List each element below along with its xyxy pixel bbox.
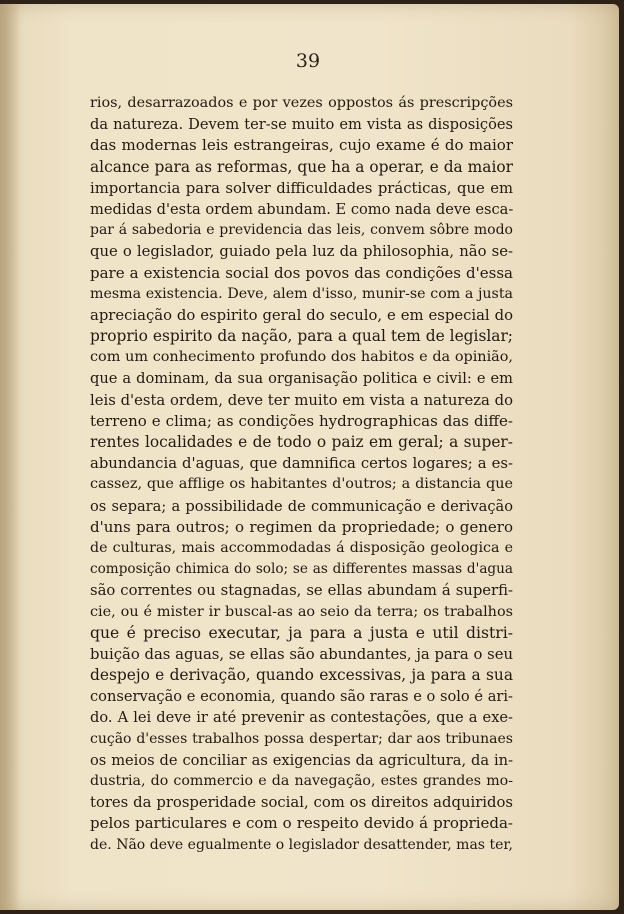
text-line: dustria, do commercio e da navegação, estes grandes mo- [90, 773, 513, 789]
text-line: medidas d'esta ordem abundam. E como nada deve esca- [90, 200, 514, 218]
text-line: conservação e economia, quando são raras e o solo é ari- [90, 688, 513, 706]
text-line: abundancia d'aguas, que damnifica certos logares; a es- [90, 455, 513, 473]
text-line: despejo e derivação, quando excessivas, ja para a sua [90, 666, 513, 685]
text-line: cassez, que afflige os habitantes d'outros; a distancia que [90, 476, 513, 493]
text-line: que a dominam, da sua organisação politica e civil: e em [90, 370, 513, 388]
text-line: cie, ou é mister ir buscal-as ao seio da terra; os trabalhos [90, 603, 513, 620]
text-line: são correntes ou stagnadas, se ellas abundam á superfi- [90, 582, 513, 600]
text-line: d'uns para outros; o regimen da propriedade; o genero [90, 517, 513, 536]
text-line: pare a existencia social dos povos das condições d'essa [90, 263, 513, 282]
text-line: rentes localidades e de todo o paiz em geral; a super- [90, 433, 513, 451]
text-line: pelos particulares e com o respeito devido á proprieda- [90, 814, 513, 833]
text-line: rios, desarrazoados e por vezes oppostos ás prescripções [90, 95, 513, 111]
text-line: que o legislador, guiado pela luz da philosophia, não se- [90, 243, 513, 261]
text-line: proprio espirito da nação, para a qual tem de legislar; [90, 327, 513, 346]
text-line: buição das aguas, se ellas são abundantes, ja para o seu [90, 645, 513, 663]
text-line: do. A lei deve ir até prevenir as contestações, que a exe- [90, 709, 513, 727]
text-line: de. Não deve egualmente o legislador desattender, mas ter, [90, 836, 513, 853]
text-line: com um conhecimento profundo dos habitos e da opinião, [90, 349, 513, 366]
text-line: da natureza. Devem ter-se muito em vista as disposições [90, 116, 513, 134]
page-gutter-shadow [0, 4, 20, 910]
text-line: os separa; a possibilidade de communicação e derivação [90, 497, 513, 515]
text-line: terreno e clima; as condições hydrographicas das diffe- [90, 411, 513, 430]
body-text [90, 93, 513, 856]
text-line: das modernas leis estrangeiras, cujo exame é do maior [90, 136, 513, 155]
text-line: que é preciso executar, ja para a justa e util distri- [90, 623, 513, 642]
text-line: par á sabedoria e previdencia das leis, convem sôbre modo [90, 222, 513, 239]
text-line: de culturas, mais accommodadas á disposição geologica e [90, 539, 513, 556]
text-line: importancia para solver difficuldades prácticas, que em [90, 179, 513, 197]
text-line: mesma existencia. Deve, alem d'isso, munir-se com a justa [90, 285, 513, 302]
text-line: apreciação do espirito geral do seculo, e em especial do [90, 306, 513, 324]
text-line: tores da prosperidade social, com os direitos adquiridos [90, 794, 513, 812]
text-line: leis d'esta ordem, deve ter muito em vista a natureza do [90, 391, 513, 409]
page-number: 39 [295, 50, 321, 72]
book-page [0, 4, 619, 910]
text-line: composição chimica do solo; se as differentes massas d'agua [90, 561, 513, 578]
text-line: alcance para as reformas, que ha a operar, e da maior [90, 157, 513, 176]
text-line: os meios de conciliar as exigencias da agricultura, da in- [90, 751, 513, 769]
text-line: cução d'esses trabalhos possa despertar; dar aos tribunaes [90, 730, 513, 747]
